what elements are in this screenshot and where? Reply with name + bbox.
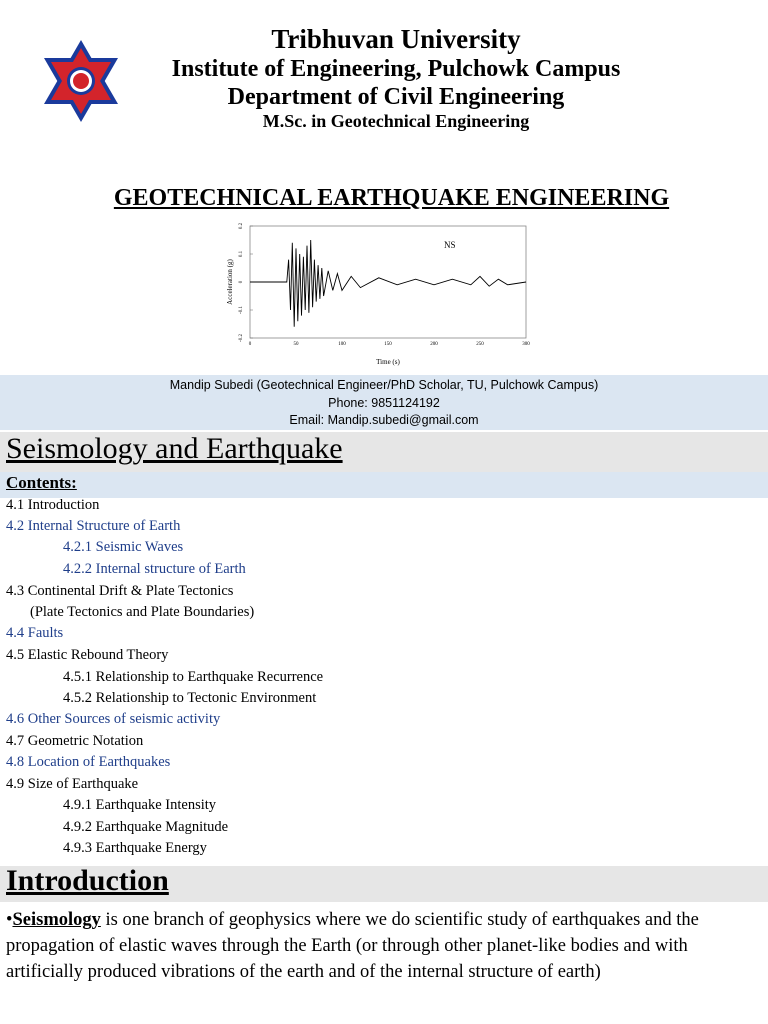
author-line: Mandip Subedi (Geotechnical Engineer/PhD Scholar, TU, Pulchowk Campus)	[169, 378, 599, 392]
section-title-seismology: Seismology and Earthquake	[6, 432, 343, 465]
section-title-introduction: Introduction	[6, 864, 169, 897]
ns-series-line	[250, 240, 526, 327]
toc-link[interactable]: 4.4 Faults	[6, 625, 64, 641]
x-tick-label: 0	[248, 342, 252, 347]
toc-link[interactable]: 4.8 Location of Earthquakes	[6, 754, 171, 770]
toc-item: 4.9 Size of Earthquake	[6, 776, 139, 792]
toc-item: 4.9.1 Earthquake Intensity	[63, 797, 217, 813]
y-tick-label: 0.2	[239, 222, 244, 230]
x-tick-label: 300	[522, 342, 530, 347]
email-line: Email: Mandip.subedi@gmail.com	[289, 413, 479, 427]
y-tick-label: 0.1	[239, 250, 244, 258]
bullet: •	[6, 910, 13, 930]
x-axis-label: Time (s)	[376, 358, 400, 366]
y-tick-label: 0	[239, 280, 244, 284]
toc-item: 4.5.1 Relationship to Earthquake Recurrence	[63, 669, 324, 685]
toc-item: 4.1 Introduction	[6, 497, 100, 513]
x-tick-label: 200	[430, 342, 438, 347]
contents-bar	[0, 472, 768, 498]
y-axis-label: Acceleration (g)	[226, 259, 234, 305]
toc-item: 4.5 Elastic Rebound Theory	[6, 647, 169, 663]
y-tick-label: -0.2	[239, 334, 244, 342]
x-tick-label: 150	[384, 342, 392, 347]
course-title: GEOTECHNICAL EARTHQUAKE ENGINEERING	[113, 185, 670, 211]
department-name: Department of Civil Engineering	[227, 84, 565, 110]
x-tick-label: 100	[338, 342, 346, 347]
acceleration-chart	[222, 218, 542, 370]
institute-name: Institute of Engineering, Pulchowk Campus	[171, 56, 621, 82]
toc-link[interactable]: 4.6 Other Sources of seismic activity	[6, 711, 221, 727]
toc-item: (Plate Tectonics and Plate Boundaries)	[30, 604, 255, 620]
toc-item: 4.5.2 Relationship to Tectonic Environment	[63, 690, 317, 706]
toc-link[interactable]: 4.2.1 Seismic Waves	[63, 539, 184, 555]
seismology-term: Seismology	[12, 910, 101, 930]
y-tick-label: -0.1	[239, 306, 244, 314]
toc-link[interactable]: 4.2.2 Internal structure of Earth	[63, 561, 246, 577]
phone-line: Phone: 9851124192	[328, 395, 440, 410]
university-name: Tribhuvan University	[271, 24, 521, 54]
intro-paragraph	[6, 907, 756, 985]
intro-text: is one branch of geophysics where we do scientific study of earthquakes and the propagation of elastic waves through the Earth (or through other planet-like bodies and with artificially produced vibrations of the earth and of the internal structure of earth)	[6, 910, 699, 982]
toc-item: 4.3 Continental Drift & Plate Tectonics	[6, 583, 234, 599]
x-tick-label: 250	[476, 342, 484, 347]
contents-label: Contents:	[6, 473, 77, 492]
x-tick-label: 50	[293, 342, 299, 347]
toc-link[interactable]: 4.2 Internal Structure of Earth	[6, 518, 181, 534]
toc-item: 4.9.2 Earthquake Magnitude	[63, 819, 229, 835]
legend-ns: NS	[444, 240, 456, 250]
toc-item: 4.9.3 Earthquake Energy	[63, 840, 207, 856]
program-name: M.Sc. in Geotechnical Engineering	[262, 111, 530, 131]
toc-item: 4.7 Geometric Notation	[6, 733, 144, 749]
contact-info	[0, 375, 768, 430]
